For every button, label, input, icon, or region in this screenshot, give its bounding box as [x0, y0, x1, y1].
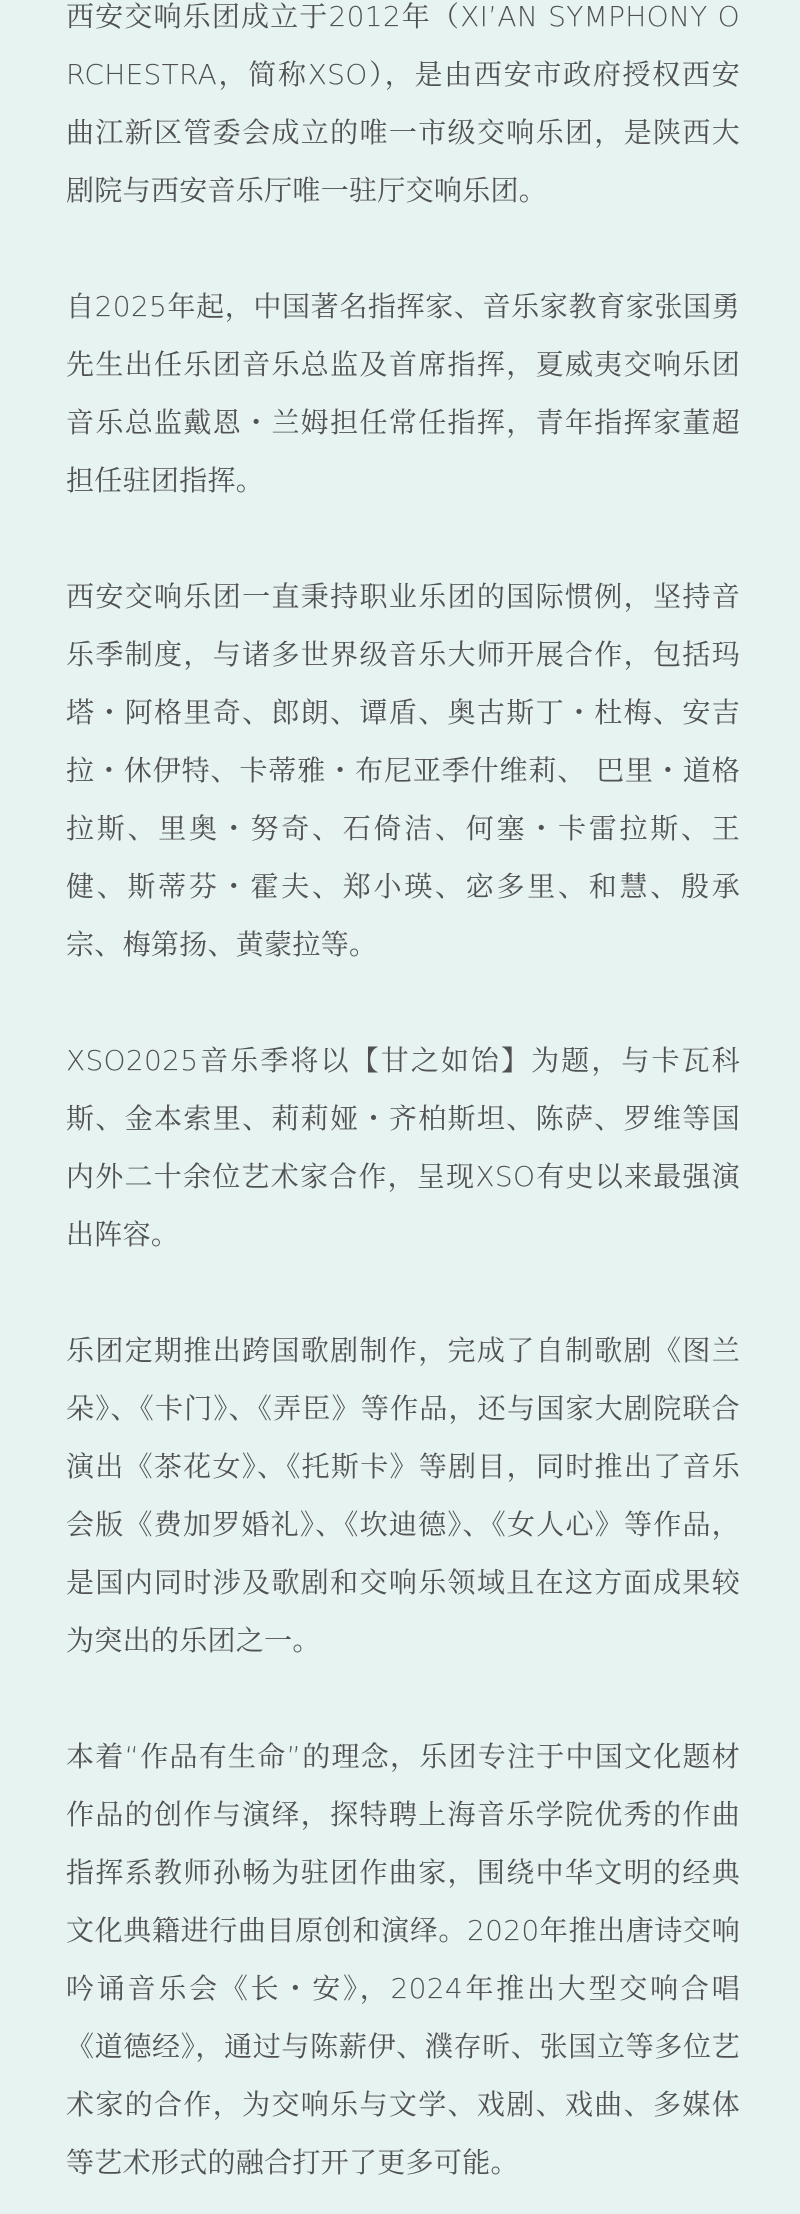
- paragraph-opera: 乐团定期推出跨国歌剧制作，完成了自制歌剧《图兰朵》、《卡门》、《弄臣》等作品，还与国家大剧院联合演出《茶花女》、《托斯卡》等剧目，同时推出了音乐会版《费加罗婚礼》、《坎迪德》、《女人心》等作品，是国内同时涉及歌剧和交响乐领域且在这方面成果较为突出的乐团之一。: [66, 1334, 740, 1657]
- paragraph-season-2025: XSO2025音乐季将以【甘之如饴】为题，与卡瓦科斯、金本索里、莉莉娅・齐柏斯坦、陈萨、罗维等国内外二十余位艺术家合作，呈现XSO有史以来最强演出阵容。: [66, 1044, 740, 1251]
- paragraph-chinese-works: 本着“作品有生命”的理念，乐团专注于中国文化题材作品的创作与演绎，探特聘上海音乐学院优秀的作曲指挥系教师孙畅为驻团作曲家，围绕中华文明的经典文化典籍进行曲目原创和演绎。2020年推出唐诗交响吟诵音乐会《长・安》，2024年推出大型交响合唱《道德经》，通过与陈薪伊、濮存昕、张国立等多位艺术家的合作，为交响乐与文学、戏剧、戏曲、多媒体等艺术形式的融合打开了更多可能。: [66, 1740, 740, 2179]
- paragraph-intro: 西安交响乐团成立于2012年（XI’AN SYMPHONY ORCHESTRA，简称XSO），是由西安市政府授权西安曲江新区管委会成立的唯一市级交响乐团，是陕西大剧院与西安音乐厅唯一驻厅交响乐团。: [66, 0, 740, 207]
- paragraph-collaborations: 西安交响乐团一直秉持职业乐团的国际惯例，坚持音乐季制度，与诸多世界级音乐大师开展合作，包括玛塔・阿格里奇、郎朗、谭盾、奥古斯丁・杜梅、安吉拉・休伊特、卡蒂雅・布尼亚季什维莉、 巴里・道格拉斯、里奥・努奇、石倚洁、何塞・卡雷拉斯、王健、斯蒂芬・霍夫、郑小瑛、宓多里、和慧、殷承宗、梅第扬、黄蒙拉等。: [66, 580, 740, 961]
- article-body: [66, 0, 740, 2192]
- paragraph-conductors: 自2025年起，中国著名指挥家、音乐家教育家张国勇先生出任乐团音乐总监及首席指挥，夏威夷交响乐团音乐总监戴恩・兰姆担任常任指挥，青年指挥家董超担任驻团指挥。: [66, 290, 740, 497]
